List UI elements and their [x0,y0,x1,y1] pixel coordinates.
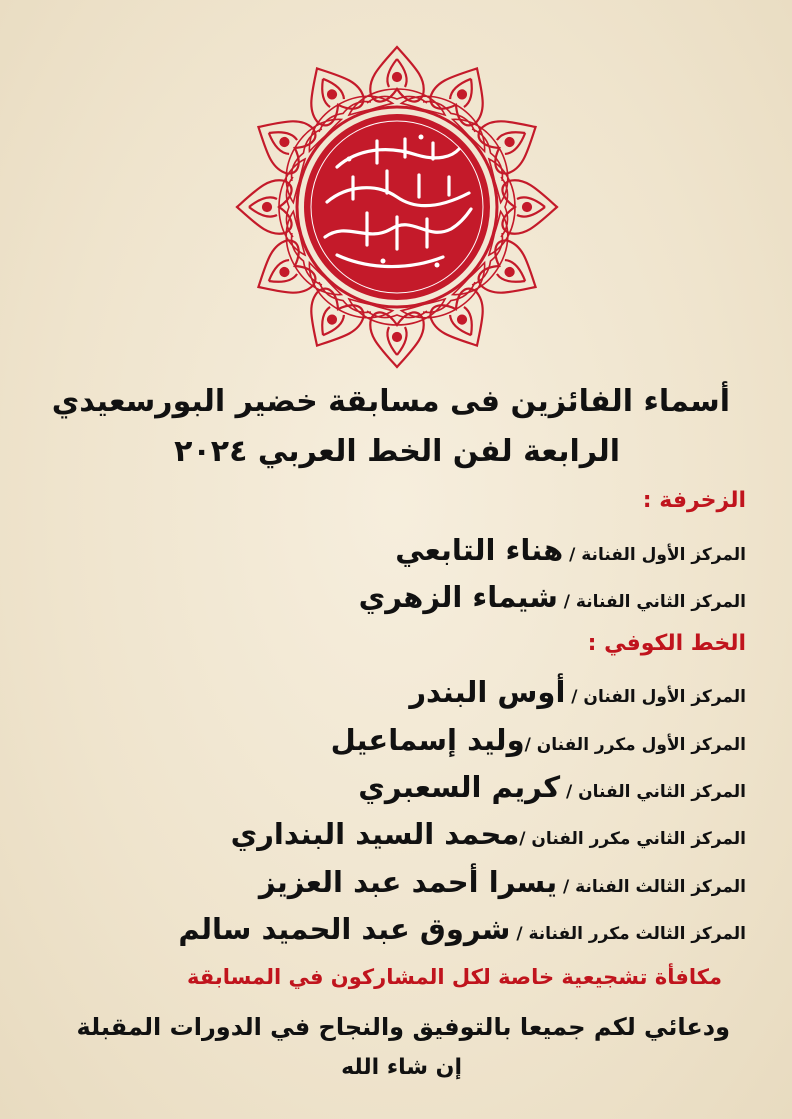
closing-prayer-line1: ودعائي لكم جميعا بالتوفيق والنجاح في الدورات المقبلة [76,1013,730,1041]
winner-entry [331,723,746,757]
winner-rank: المركز الأول الفنانة / [563,545,746,565]
winner-name: هناء التابعي [395,533,564,567]
section-heading-kufic: الخط الكوفي : [587,631,746,656]
winner-rank: المركز الثاني الفنان / [560,782,746,802]
winner-entry [395,533,746,567]
winner-name: شيماء الزهري [358,580,558,614]
winner-entry [359,580,746,614]
winner-rank: المركز الثالث الفنانة / [557,877,746,897]
winner-entry [259,865,746,899]
bonus-note: مكافأة تشجيعية خاصة لكل المشاركون في المسابقة [187,965,722,989]
winner-rank: المركز الثاني مكرر الفنان / [519,829,746,849]
winner-name: محمد السيد البنداري [230,817,520,851]
page-title-line2: الرابعة لفن الخط العربي ٢٠٢٤ [174,434,620,469]
section-heading-zakhrafa: الزخرفة : [642,488,746,513]
winner-name: كريم السعبري [358,770,561,804]
winner-name: وليد إسماعيل [330,723,525,757]
winner-rank: المركز الثاني الفنانة / [557,592,746,612]
winner-name: يسرا أحمد عبد العزيز [258,865,558,899]
winner-rank: المركز الأول الفنان / [565,687,746,707]
closing-prayer-line2: إن شاء الله [341,1055,462,1080]
winner-name: شروق عبد الحميد سالم [178,912,511,946]
winner-rank: المركز الثالث مكرر الفنانة / [510,924,746,944]
winner-rank: المركز الأول مكرر الفنان / [524,735,746,755]
winner-entry [358,770,746,804]
winner-name: أوس البندر [409,675,566,709]
winner-entry [409,675,746,709]
winner-entry [231,817,746,851]
winner-entry [178,912,746,946]
page-title-line1: أسماء الفائزين فى مسابقة خضير البورسعيدي [51,384,730,419]
